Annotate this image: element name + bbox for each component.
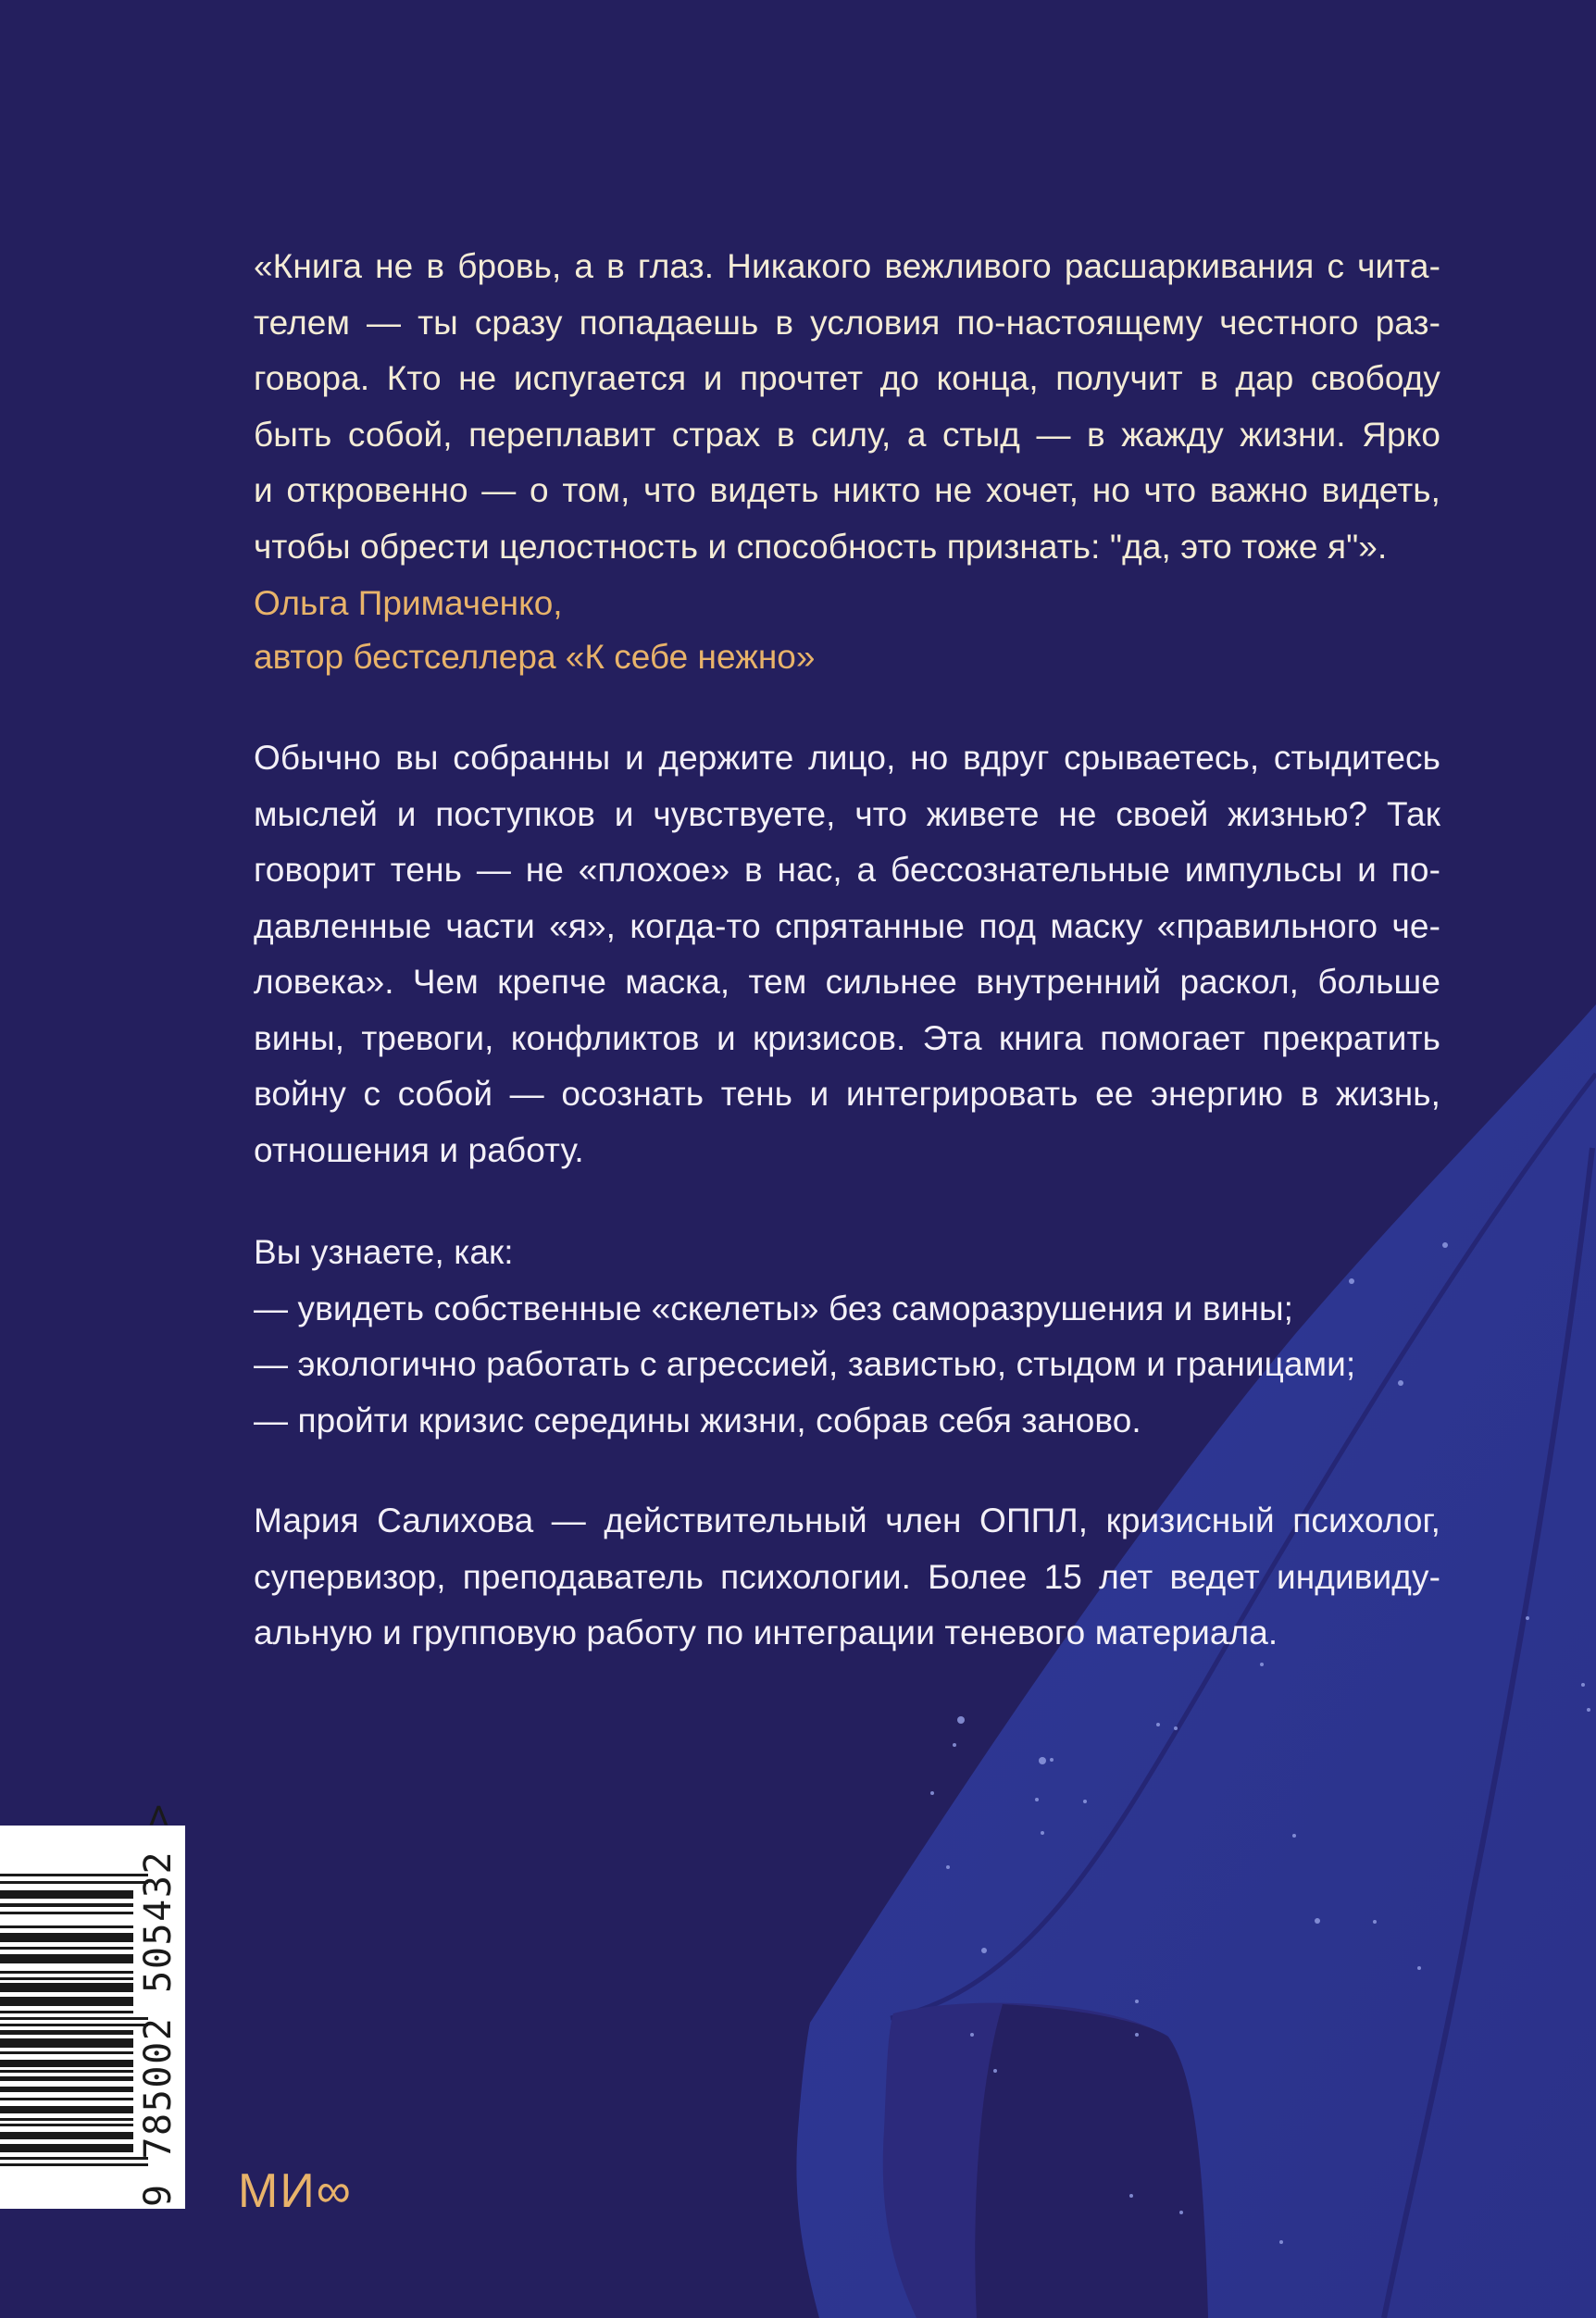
author-bio	[254, 1493, 1440, 1662]
paper-curl-shadow	[975, 2004, 1208, 2318]
learn-item: — увидеть собственные «скелеты» без саморазрушения и вины;	[254, 1289, 1294, 1327]
bio-line: Мария Салихова — действительный член ОППЛ, кризисный психолог,	[254, 1502, 1440, 1539]
quote-line: телем — ты сразу попадаешь в условия по-настоящему честного раз-	[254, 303, 1440, 342]
blurb-quote	[254, 239, 1440, 575]
quote-line: говора. Кто не испугается и прочтет до конца, получит в дар свободу	[254, 359, 1440, 397]
bio-line: альную и групповую работу по интеграции теневого материала.	[254, 1614, 1278, 1651]
description-line: давленные части «я», когда-то спрятанные под маску «правильного че-	[254, 906, 1440, 945]
quote-line: и откровенно — о том, что видеть никто не хочет, но что важно видеть,	[254, 471, 1440, 509]
you-will-learn	[254, 1225, 1440, 1449]
learn-item: — пройти кризис середины жизни, собрав себя заново.	[254, 1401, 1141, 1439]
quote-author: Ольга Примаченко,	[254, 584, 563, 622]
description-line: войну с собой — осознать тень и интегрировать ее энергию в жизнь,	[254, 1075, 1440, 1113]
quote-author-credit: автор бестселлера «К себе нежно»	[254, 638, 816, 676]
description-line: говорит тень — не «плохое» в нас, а бессознательные импульсы и по-	[254, 851, 1440, 889]
quote-line: «Книга не в бровь, а в глаз. Никакого вежливого расшаркивания с чита-	[254, 247, 1440, 285]
book-description	[254, 730, 1440, 1178]
publisher-logo: МИ∞	[238, 2164, 353, 2218]
quote-attribution	[254, 577, 1440, 684]
description-line: мыслей и поступков и чувствуете, что живете не своей жизнью? Так	[254, 794, 1440, 833]
back-cover-text	[254, 239, 1440, 1662]
quote-line: чтобы обрести целостность и способность признать: "да, это тоже я"».	[254, 527, 1388, 566]
learn-item: — экологично работать с агрессией, завистью, стыдом и границами;	[254, 1345, 1356, 1383]
description-line: отношения и работу.	[254, 1130, 584, 1169]
isbn-number: 9 785002 505432 >	[137, 1802, 180, 2207]
description-line: ловека». Чем крепче маска, тем сильнее внутренний раскол, больше	[254, 963, 1440, 1001]
bio-line: супервизор, преподаватель психологии. Более 15 лет ведет индивиду-	[254, 1557, 1440, 1596]
quote-line: быть собой, переплавит страх в силу, а стыд — в жажду жизни. Ярко	[254, 415, 1440, 454]
learn-heading: Вы узнаете, как:	[254, 1233, 514, 1271]
description-line: Обычно вы собранны и держите лицо, но вдруг срываетесь, стыдитесь	[254, 739, 1440, 777]
description-line: вины, тревоги, конфликтов и кризисов. Эта книга помогает прекратить	[254, 1018, 1440, 1057]
